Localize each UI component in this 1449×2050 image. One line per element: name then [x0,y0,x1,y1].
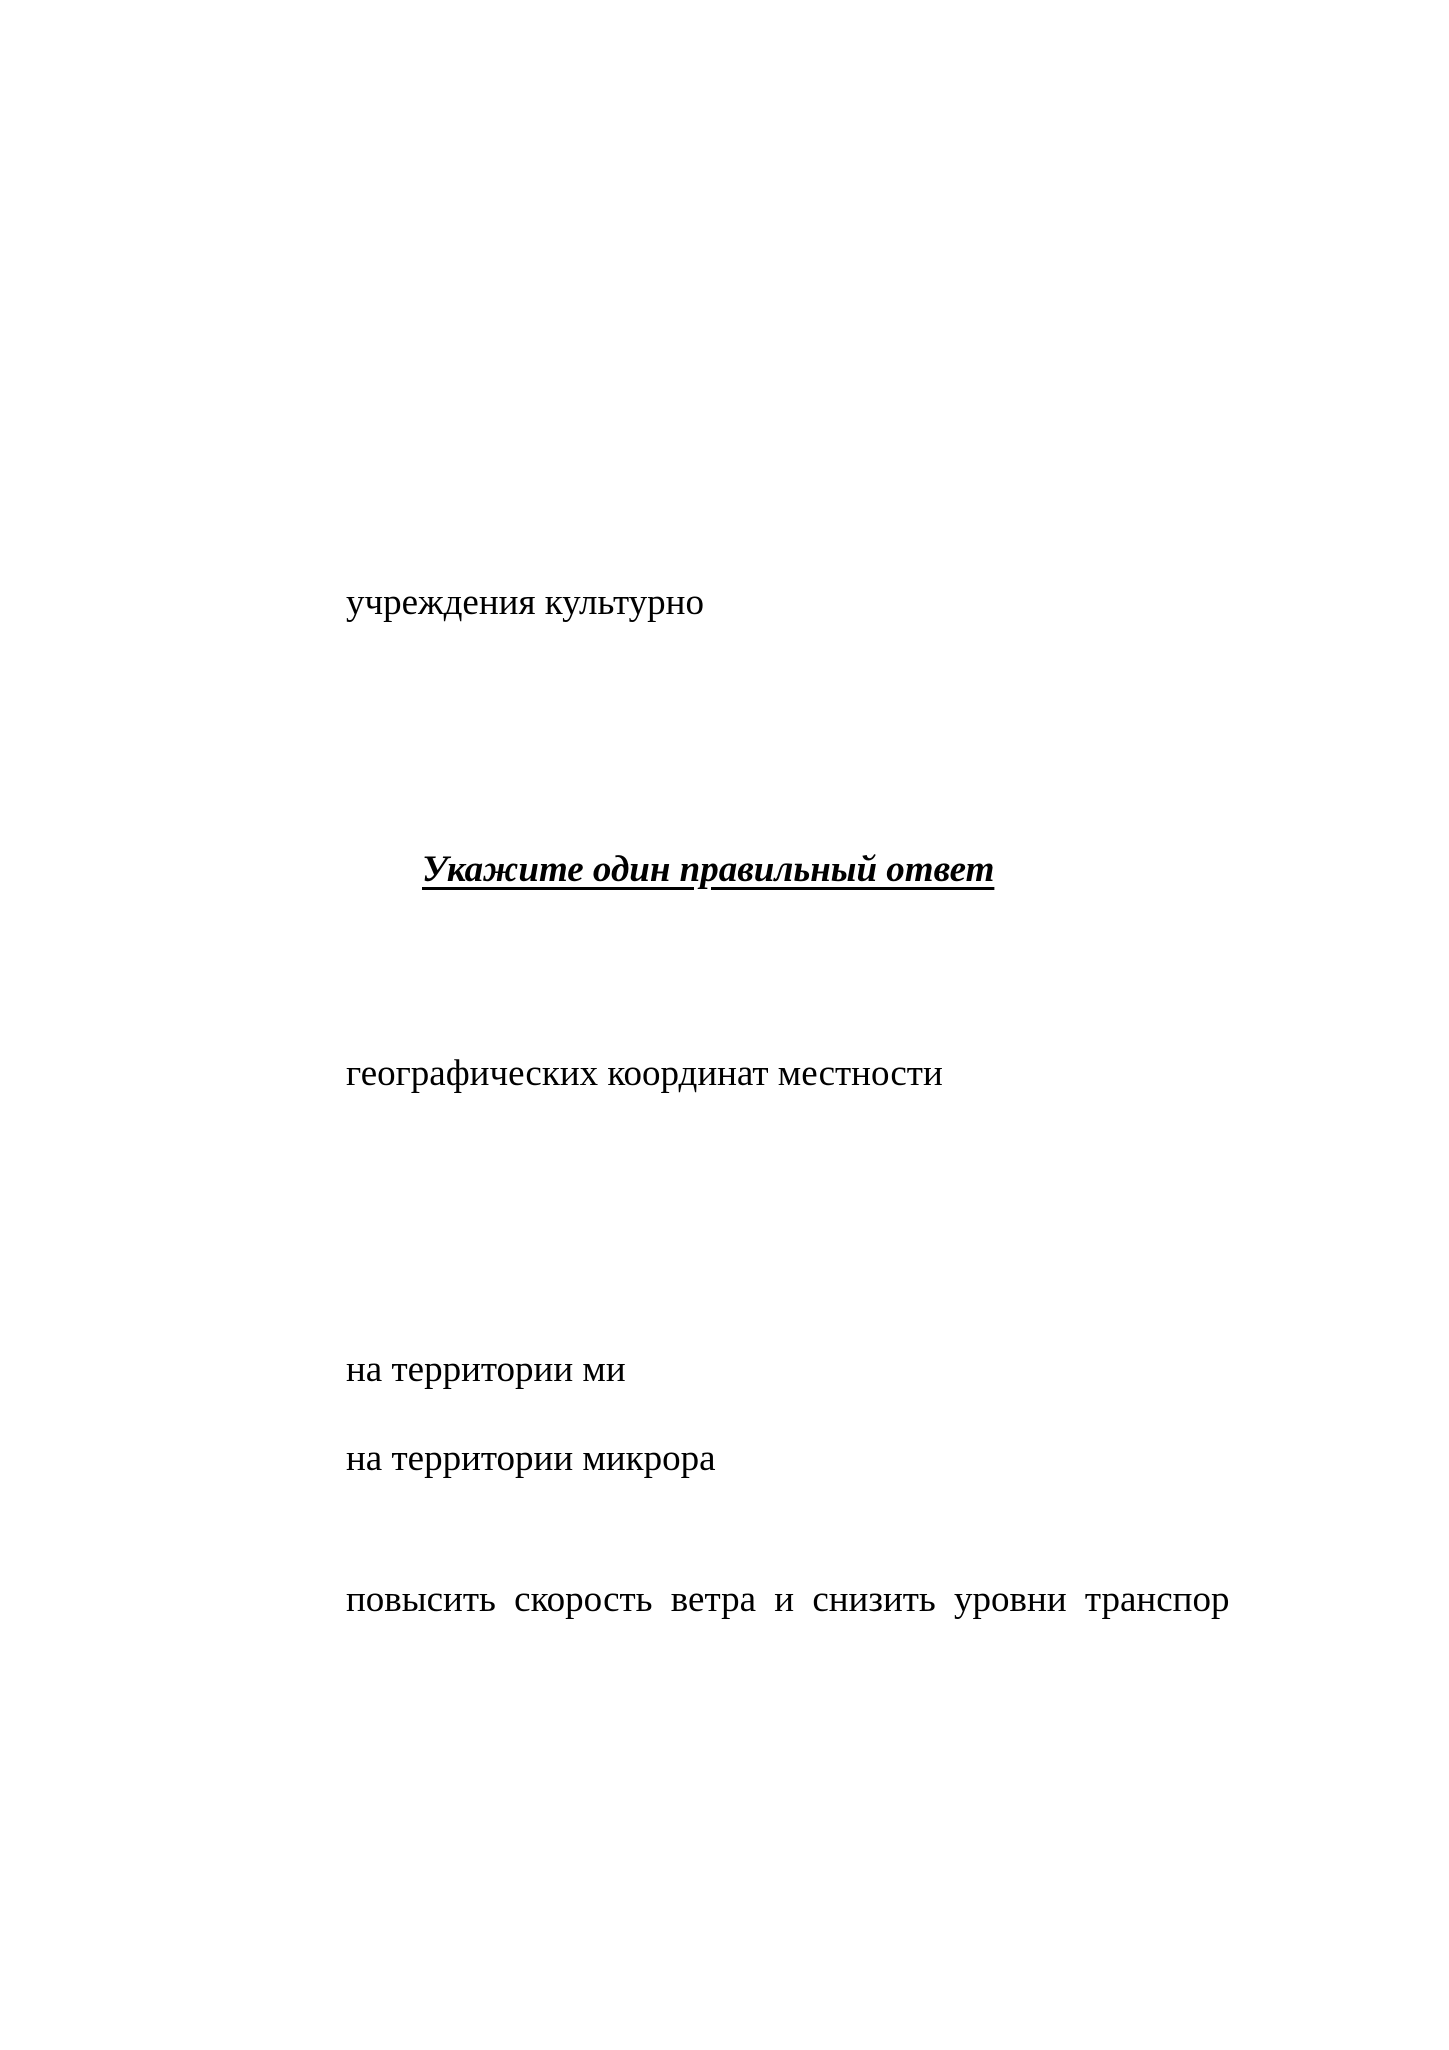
text-line: повысить скорость ветра и снизить уровни транспор [346,1579,1230,1620]
text-line: географических координат местности [346,1053,943,1094]
text-line: на территории ми [346,1349,626,1390]
text-line: учреждения культурно [346,582,704,623]
instruction-heading: Укажите один правильный ответ [422,849,995,890]
text-line: на территории микрора [346,1438,716,1479]
